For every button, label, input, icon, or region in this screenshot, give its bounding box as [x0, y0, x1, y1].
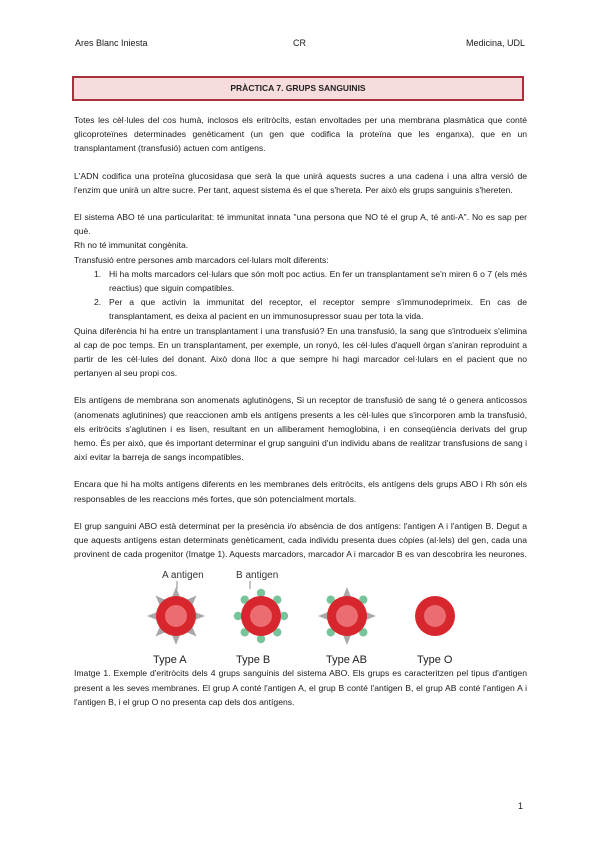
paragraph-2: L'ADN codifica una proteïna glucosidasa que serà la que unirà aquests sucres a una cadena i una altra versió de l'enzim que unirà un altre sucre. Per tant, aquest sistema és el que s'hereta. Per això els grups sanguinis s'hereten.	[74, 170, 527, 195]
paragraph-8: Encara que hi ha molts antígens diferents en les membranes dels eritròcits, els antígens dels grups ABO i Rh són els responsables de les reaccions més fortes, que són potencialment mortals.	[74, 479, 527, 504]
paragraph-5: Transfusió entre persones amb marcadors cel·lulars molt diferents:	[74, 254, 329, 265]
antigen-a-icon	[343, 587, 351, 597]
antigen-b-icon	[234, 612, 242, 620]
cell-type-o	[415, 596, 455, 636]
type-o-label: Type O	[417, 654, 453, 667]
type-a-label: Type A	[153, 654, 187, 667]
antigen-a-icon	[172, 635, 180, 645]
type-ab-label: Type AB	[326, 654, 367, 667]
antigen-a-icon	[343, 635, 351, 645]
cell-type-b	[234, 589, 288, 643]
paragraph-4: Rh no té immunitat congènita.	[74, 240, 189, 251]
antigen-a-icon	[318, 612, 328, 620]
antigen-a-icon	[366, 612, 376, 620]
label-a-antigen: A antigen	[162, 570, 204, 582]
author-initials: CR	[293, 38, 306, 48]
cell-type-ab	[318, 587, 376, 645]
paragraph-6: Quina diferència hi ha entre un transplantament i una transfusió? En una transfusió, la sang que s'introdueix s'elimina al cap de poc temps. En un transplantament, per exemple, un ronyó, les cèl·lules d'aquell òrgan s'aniran reproduint a partir de les cèl·lules del donant. Això dona lloc a que sempre hi hagi marcador cel·lulars en el pacient que no pertanyen al seu propi cos.	[74, 325, 527, 379]
antigen-b-icon	[257, 589, 265, 597]
page-header	[75, 38, 525, 52]
type-b-label: Type B	[236, 654, 271, 667]
transfusion-list	[74, 267, 527, 324]
document-body	[74, 113, 527, 709]
list-item	[74, 295, 527, 323]
list-text: Per a que activin la immunitat del receptor, el receptor sempre s'immunodeprimeix. En cas de transplantament, es deixa al pacient en un immunosupressor suau per tota la vida.	[109, 297, 527, 322]
list-number: 2.	[94, 297, 102, 308]
paragraph-9: El grup sanguini ABO està determinat per la presència i/o absència de dos antígens: l'antigen A i l'antigen B. Degut a que aquests antígens estan determinats genèticament, cada individu presenta dues còpies (al·lels) del gen, cada una provinent de cada progenitor (Imatge 1). Aquests marcadors, marcador A i marcador B es van descobrira les neurones.	[74, 520, 527, 560]
paragraph-7: Els antígens de membrana son anomenats aglutinògens, Si un receptor de transfusió de sang té o genera anticossos (anomenats aglutinines) que reaccionen amb els antígens presents a les cèl·lules que s'incorporen amb la transfusió, els eritròcits s'aglutinen i es lisen, resultant en un alliberament hemoglobina, i en conseqüència derivats del grup hemo. És per això, que és important determinar el grup sanguini d'un individu abans de realitzar transfusions de sang i així evitar la barreja de sangs incompatibles.	[74, 395, 527, 463]
antigen-b-icon	[280, 612, 288, 620]
figure-caption: Imatge 1. Exemple d'eritròcits dels 4 grups sanguinis del sistema ABO. Els grups es caracteritzen pel tipus d'antigen present a les seves membranes. El grup A conté l'antigen A, el grup B conté l'antigen B, el grup AB conté l'antigen A i l'antigen B, i el grup O no presenta cap dels dos antígens.	[74, 668, 527, 707]
section-title: PRÀCTICA 7. GRUPS SANGUINIS	[230, 83, 366, 93]
page-number: 1	[518, 801, 524, 811]
blood-type-figure	[74, 569, 527, 666]
cell-type-a	[147, 587, 205, 645]
label-b-antigen: B antigen	[236, 570, 279, 582]
list-number: 1.	[94, 268, 102, 279]
course-name: Medicina, UDL	[465, 38, 525, 48]
blood-cells-illustration	[74, 569, 527, 666]
section-title-box	[72, 76, 524, 101]
paragraph-1: Totes les cèl·lules del cos humà, inclosos els eritròcits, estan envoltades per una membrana plasmàtica que conté glicoproteïnes determinades genèticament (un gen que codifica la proteïna que les enganxa), que en un transplantament (transfusió) actuen com antígens.	[74, 115, 527, 154]
paragraph-3: El sistema ABO té una particularitat: té immunitat innata "una persona que NO té el grup A, té anti-A". No es sap per què.	[74, 212, 527, 237]
author-name: Ares Blanc Iniesta	[75, 38, 148, 48]
antigen-a-icon	[172, 587, 180, 597]
red-cell-center	[250, 605, 272, 627]
antigen-a-icon	[195, 612, 205, 620]
antigen-a-icon	[147, 612, 157, 620]
list-item	[74, 267, 527, 295]
list-text: Hi ha molts marcadors cel·lulars que són molt poc actius. En fer un transplantament se'n miren 6 o 7 (els més reactius) que siguin compatibles.	[109, 268, 527, 294]
antigen-b-icon	[257, 635, 265, 643]
red-cell-center	[424, 605, 446, 627]
red-cell-center	[336, 605, 358, 627]
red-cell-center	[165, 605, 187, 627]
